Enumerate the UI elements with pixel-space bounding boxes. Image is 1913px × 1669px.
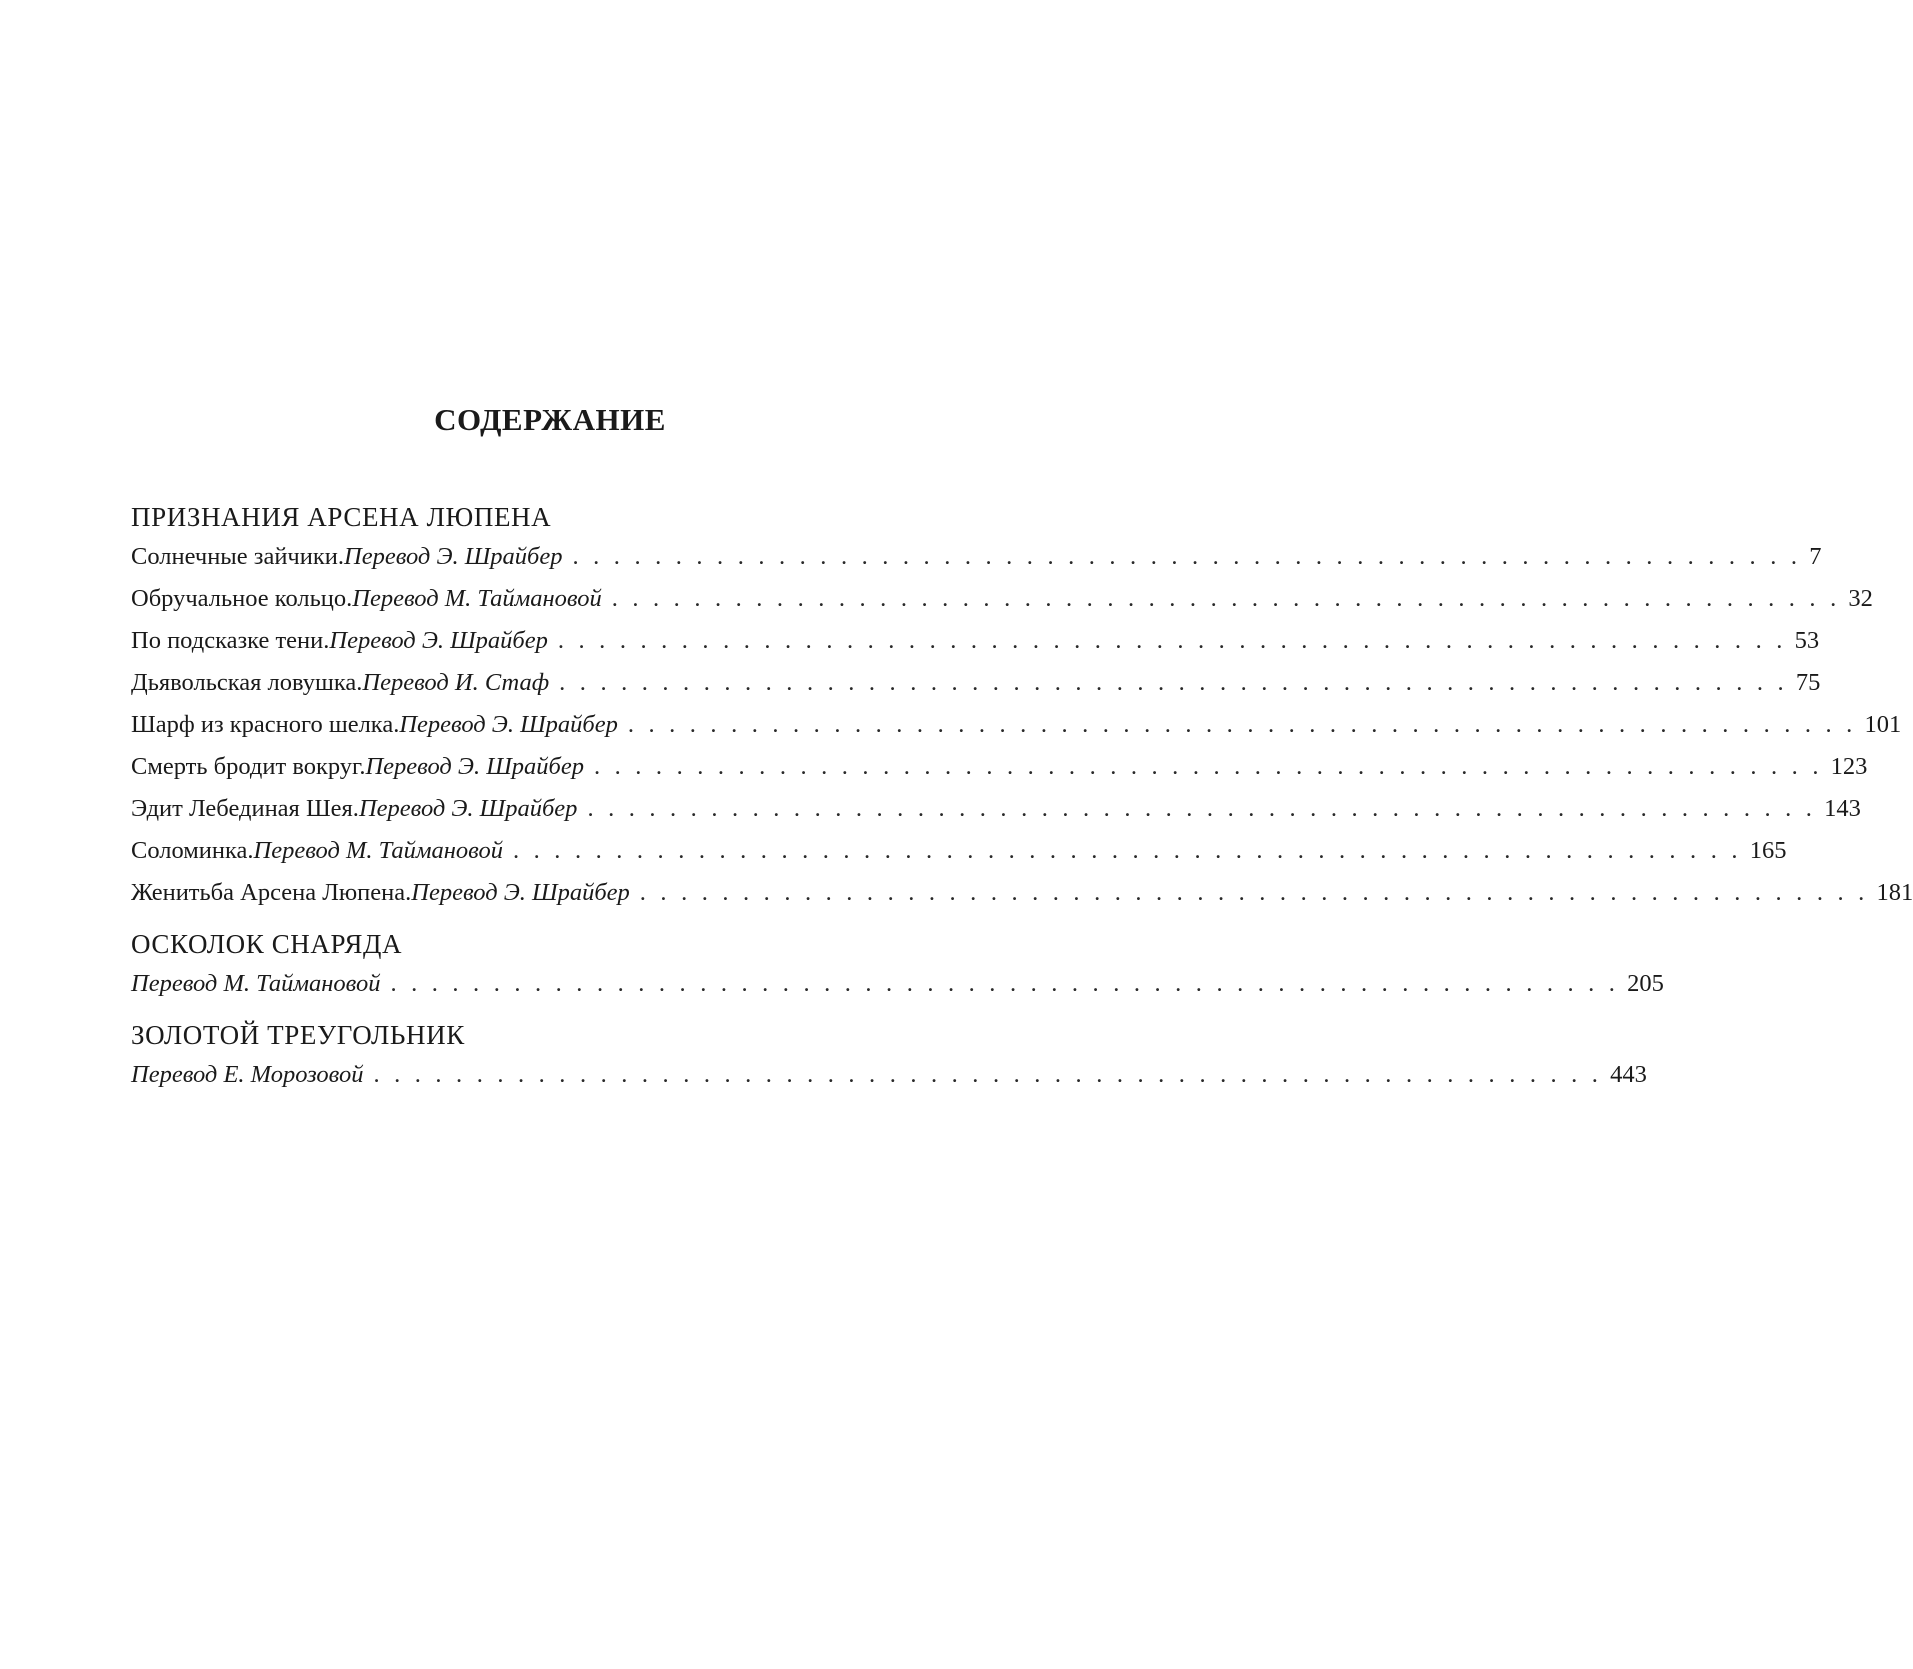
toc-section-shell-fragment <box>131 925 1664 1005</box>
dot-leader: . . . . . . . . . . . . . . . . . . . . . . . . . . . . . . . . . . . . . . . . . . . . . . . . . . . . . . . . . . . . <box>587 795 1817 822</box>
entry-page-number: 101 <box>1864 711 1902 738</box>
entry-title: Солнечные зайчики. <box>131 543 344 570</box>
toc-entry[interactable] <box>131 872 1913 914</box>
entry-title: Шарф из красного шелка. <box>131 711 400 738</box>
section-heading: ОСКОЛОК СНАРЯДА <box>131 929 403 959</box>
entry-title: Смерть бродит вокруг. <box>131 753 366 780</box>
toc-entry[interactable] <box>131 788 1861 830</box>
entry-page-number: 7 <box>1809 543 1822 570</box>
entry-title: Обручальное кольцо. <box>131 585 353 612</box>
entry-translator: Перевод М. Таймановой <box>352 585 602 612</box>
toc-entry[interactable] <box>131 830 1787 872</box>
dot-leader: . . . . . . . . . . . . . . . . . . . . . . . . . . . . . . . . . . . . . . . . . . . . . . . . . . . . . . . . . . . . <box>572 543 1802 570</box>
dot-leader: . . . . . . . . . . . . . . . . . . . . . . . . . . . . . . . . . . . . . . . . . . . . . . . . . . . . . . . . . . . . <box>627 711 1857 738</box>
toc-entry[interactable] <box>131 662 1821 704</box>
toc-entry[interactable] <box>131 578 1873 620</box>
entry-translator: Перевод М. Таймановой <box>131 970 381 997</box>
entry-translator: Перевод Э. Шрайбер <box>358 795 578 822</box>
dot-leader: . . . . . . . . . . . . . . . . . . . . . . . . . . . . . . . . . . . . . . . . . . . . . . . . . . . . . . . . . . . . <box>639 879 1869 906</box>
entry-title: Женитьба Арсена Люпена. <box>131 879 412 906</box>
toc-entry[interactable] <box>131 704 1902 746</box>
entry-translator: Перевод Э. Шрайбер <box>329 627 548 654</box>
toc-section-confessions <box>131 498 1913 914</box>
table-of-contents <box>131 498 1913 1107</box>
dot-leader: . . . . . . . . . . . . . . . . . . . . . . . . . . . . . . . . . . . . . . . . . . . . . . . . . . . . . . . . . . . . <box>513 837 1742 864</box>
entry-page-number: 123 <box>1830 753 1868 780</box>
entry-translator: Перевод Э. Шрайбер <box>411 879 630 906</box>
entry-title: Эдит Лебединая Шея. <box>131 795 359 822</box>
entry-page-number: 143 <box>1824 795 1861 822</box>
entry-translator: Перевод И. Стаф <box>362 669 550 696</box>
page-title: СОДЕРЖАНИЕ <box>434 402 666 437</box>
toc-entry[interactable] <box>131 746 1868 788</box>
entry-page-number: 32 <box>1848 585 1873 612</box>
toc-entry[interactable] <box>131 536 1822 578</box>
entry-title: Дьявольская ловушка. <box>131 669 363 696</box>
toc-entry[interactable] <box>131 963 1664 1005</box>
entry-page-number: 205 <box>1627 970 1664 997</box>
entry-translator: Перевод Э. Шрайбер <box>365 753 584 780</box>
dot-leader: . . . . . . . . . . . . . . . . . . . . . . . . . . . . . . . . . . . . . . . . . . . . . . . . . . . . . . . . . . . . <box>557 627 1787 654</box>
entry-title: По подсказке тени. <box>131 627 330 654</box>
entry-page-number: 53 <box>1794 627 1820 654</box>
entry-page-number: 165 <box>1749 837 1787 864</box>
dot-leader: . . . . . . . . . . . . . . . . . . . . . . . . . . . . . . . . . . . . . . . . . . . . . . . . . . . . . . . . . . . . <box>593 753 1823 780</box>
dot-leader: . . . . . . . . . . . . . . . . . . . . . . . . . . . . . . . . . . . . . . . . . . . . . . . . . . . . . . . . . . . . <box>611 585 1841 612</box>
dot-leader: . . . . . . . . . . . . . . . . . . . . . . . . . . . . . . . . . . . . . . . . . . . . . . . . . . . . . . . . . . . . <box>390 970 1620 997</box>
toc-entry[interactable] <box>131 620 1820 662</box>
entry-title: Соломинка. <box>131 837 254 864</box>
section-heading: ПРИЗНАНИЯ АРСЕНА ЛЮПЕНА <box>131 502 552 532</box>
toc-entry[interactable] <box>131 1054 1647 1096</box>
entry-translator: Перевод М. Таймановой <box>253 837 503 864</box>
entry-page-number: 75 <box>1795 669 1821 696</box>
entry-translator: Перевод Е. Морозовой <box>131 1061 364 1088</box>
dot-leader: . . . . . . . . . . . . . . . . . . . . . . . . . . . . . . . . . . . . . . . . . . . . . . . . . . . . . . . . . . . . <box>559 669 1788 696</box>
entry-translator: Перевод Э. Шрайбер <box>399 711 618 738</box>
section-heading: ЗОЛОТОЙ ТРЕУГОЛЬНИК <box>131 1020 465 1050</box>
entry-translator: Перевод Э. Шрайбер <box>344 543 563 570</box>
toc-section-golden-triangle <box>131 1016 1647 1096</box>
entry-page-number: 181 <box>1876 879 1913 906</box>
entry-page-number: 443 <box>1610 1061 1647 1088</box>
dot-leader: . . . . . . . . . . . . . . . . . . . . . . . . . . . . . . . . . . . . . . . . . . . . . . . . . . . . . . . . . . . . <box>373 1061 1603 1088</box>
